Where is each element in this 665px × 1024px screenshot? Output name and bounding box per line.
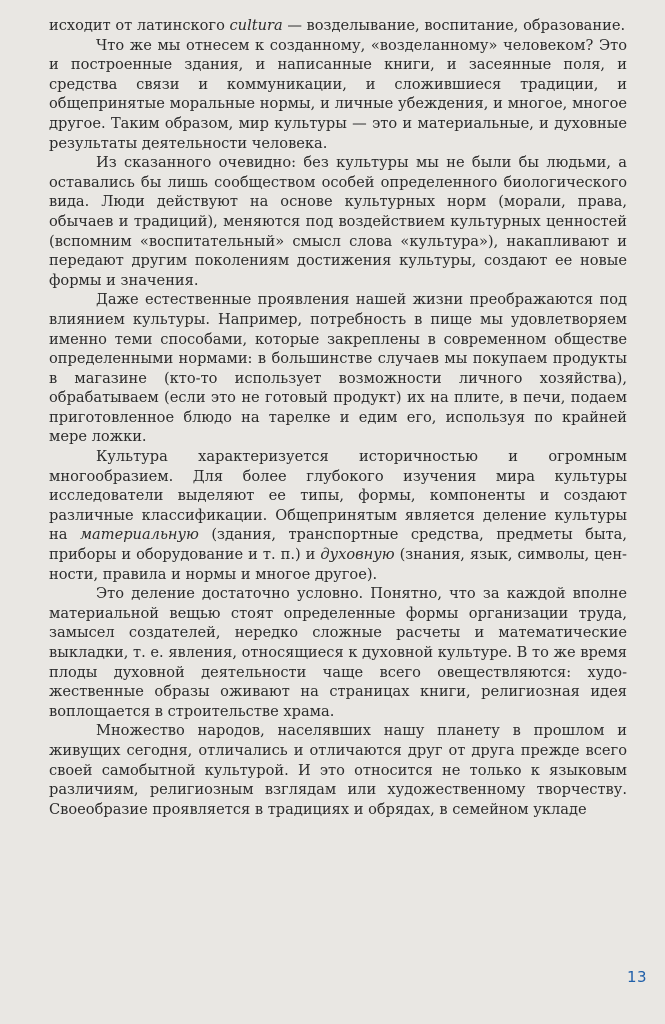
- text-run: Даже естественные проявления нашей жизни преображаются под влиянием культуры. Например, потребность в пище мы удовлетворяем именно теми способами, которые закреплены в современном обществе определенными нормами: в большинстве случаев мы покупаем продукты в магазине (кто-то использует возможности личного хозяйства), обрабатываем (если это не готовый продукт) их на плите, в печи, подаем приготовленное блюдо на тарелке и едим его, используя по крайней мере ложки.: [49, 291, 627, 446]
- paragraph: [49, 153, 627, 290]
- paragraph: [49, 16, 627, 36]
- text-run: — возделывание, воспитание, образование.: [282, 17, 626, 34]
- text-run: исходит от латинского: [49, 17, 230, 34]
- text-run: (знания, язык, символы, ценности, правила и нормы и многое другое).: [49, 546, 627, 583]
- text-run: Множество народов, населявших нашу планету в прошлом и живущих сегодня, отличались и отличаются друг от друга прежде всего своей самобытной культурой. И это относится не только к языковым различиям, религиозным взглядам или художественному творчеству. Своеобразие проявляется в традициях и обрядах, в семейном укладе: [49, 722, 627, 818]
- text-run: Что же мы отнесем к созданному, «возделанному» человеком? Это и построенные здания, и написанные книги, и засеянные поля, и средства связи и коммуникации, и сложившиеся традиции, и общепринятые моральные нормы, и личные убеждения, и многое, многое другое. Таким образом, мир культуры — это и материальные, и духовные результаты деятельности человека.: [49, 36, 627, 152]
- italic-term: материальную: [79, 526, 199, 544]
- text-run: Это деление достаточно условно. Понятно, что за каждой вполне материальной вещью стоят определенные формы организации труда, замысел создателей, нередко сложные расчеты и математические выкладки, т. е. явления, относящиеся к духовной культуре. В то же время плоды духовной деятельности чаще всего овеществляются: художественные образы оживают на страницах книги, религиозная идея воплощается в строительстве храма.: [49, 585, 627, 720]
- text-run: (здания, транспортные средства, предметы быта, приборы и оборудование и т. п.) и: [49, 526, 627, 564]
- paragraph: [49, 721, 627, 819]
- text-run: Культура характеризуется историчностью и огромным многообразием. Для более глубокого изучения мира культуры исследователи выделяют ее типы, формы, компоненты и создают различные классификации. Общепринятым является деление культуры на: [49, 448, 627, 544]
- paragraph: [49, 447, 627, 584]
- italic-term: cultura: [229, 17, 283, 34]
- paragraph: [49, 290, 627, 447]
- italic-term: духовную: [320, 546, 395, 564]
- page-number: 13: [627, 968, 648, 986]
- paragraph: [49, 584, 627, 721]
- paragraph: [49, 36, 627, 154]
- textbook-page-body: [49, 16, 627, 819]
- text-run: Из сказанного очевидно: без культуры мы не были бы людьми, а оставались бы лишь сообществом особей определенного биологического вида. Люди действуют на основе культурных норм (морали, права, обычаев и традиций), меняются под воздействием культурных ценностей (вспомним «воспитательный» смысл слова «культура»), накапливают и передают другим поколениям достижения культуры, создают ее новые формы и значения.: [49, 154, 627, 289]
